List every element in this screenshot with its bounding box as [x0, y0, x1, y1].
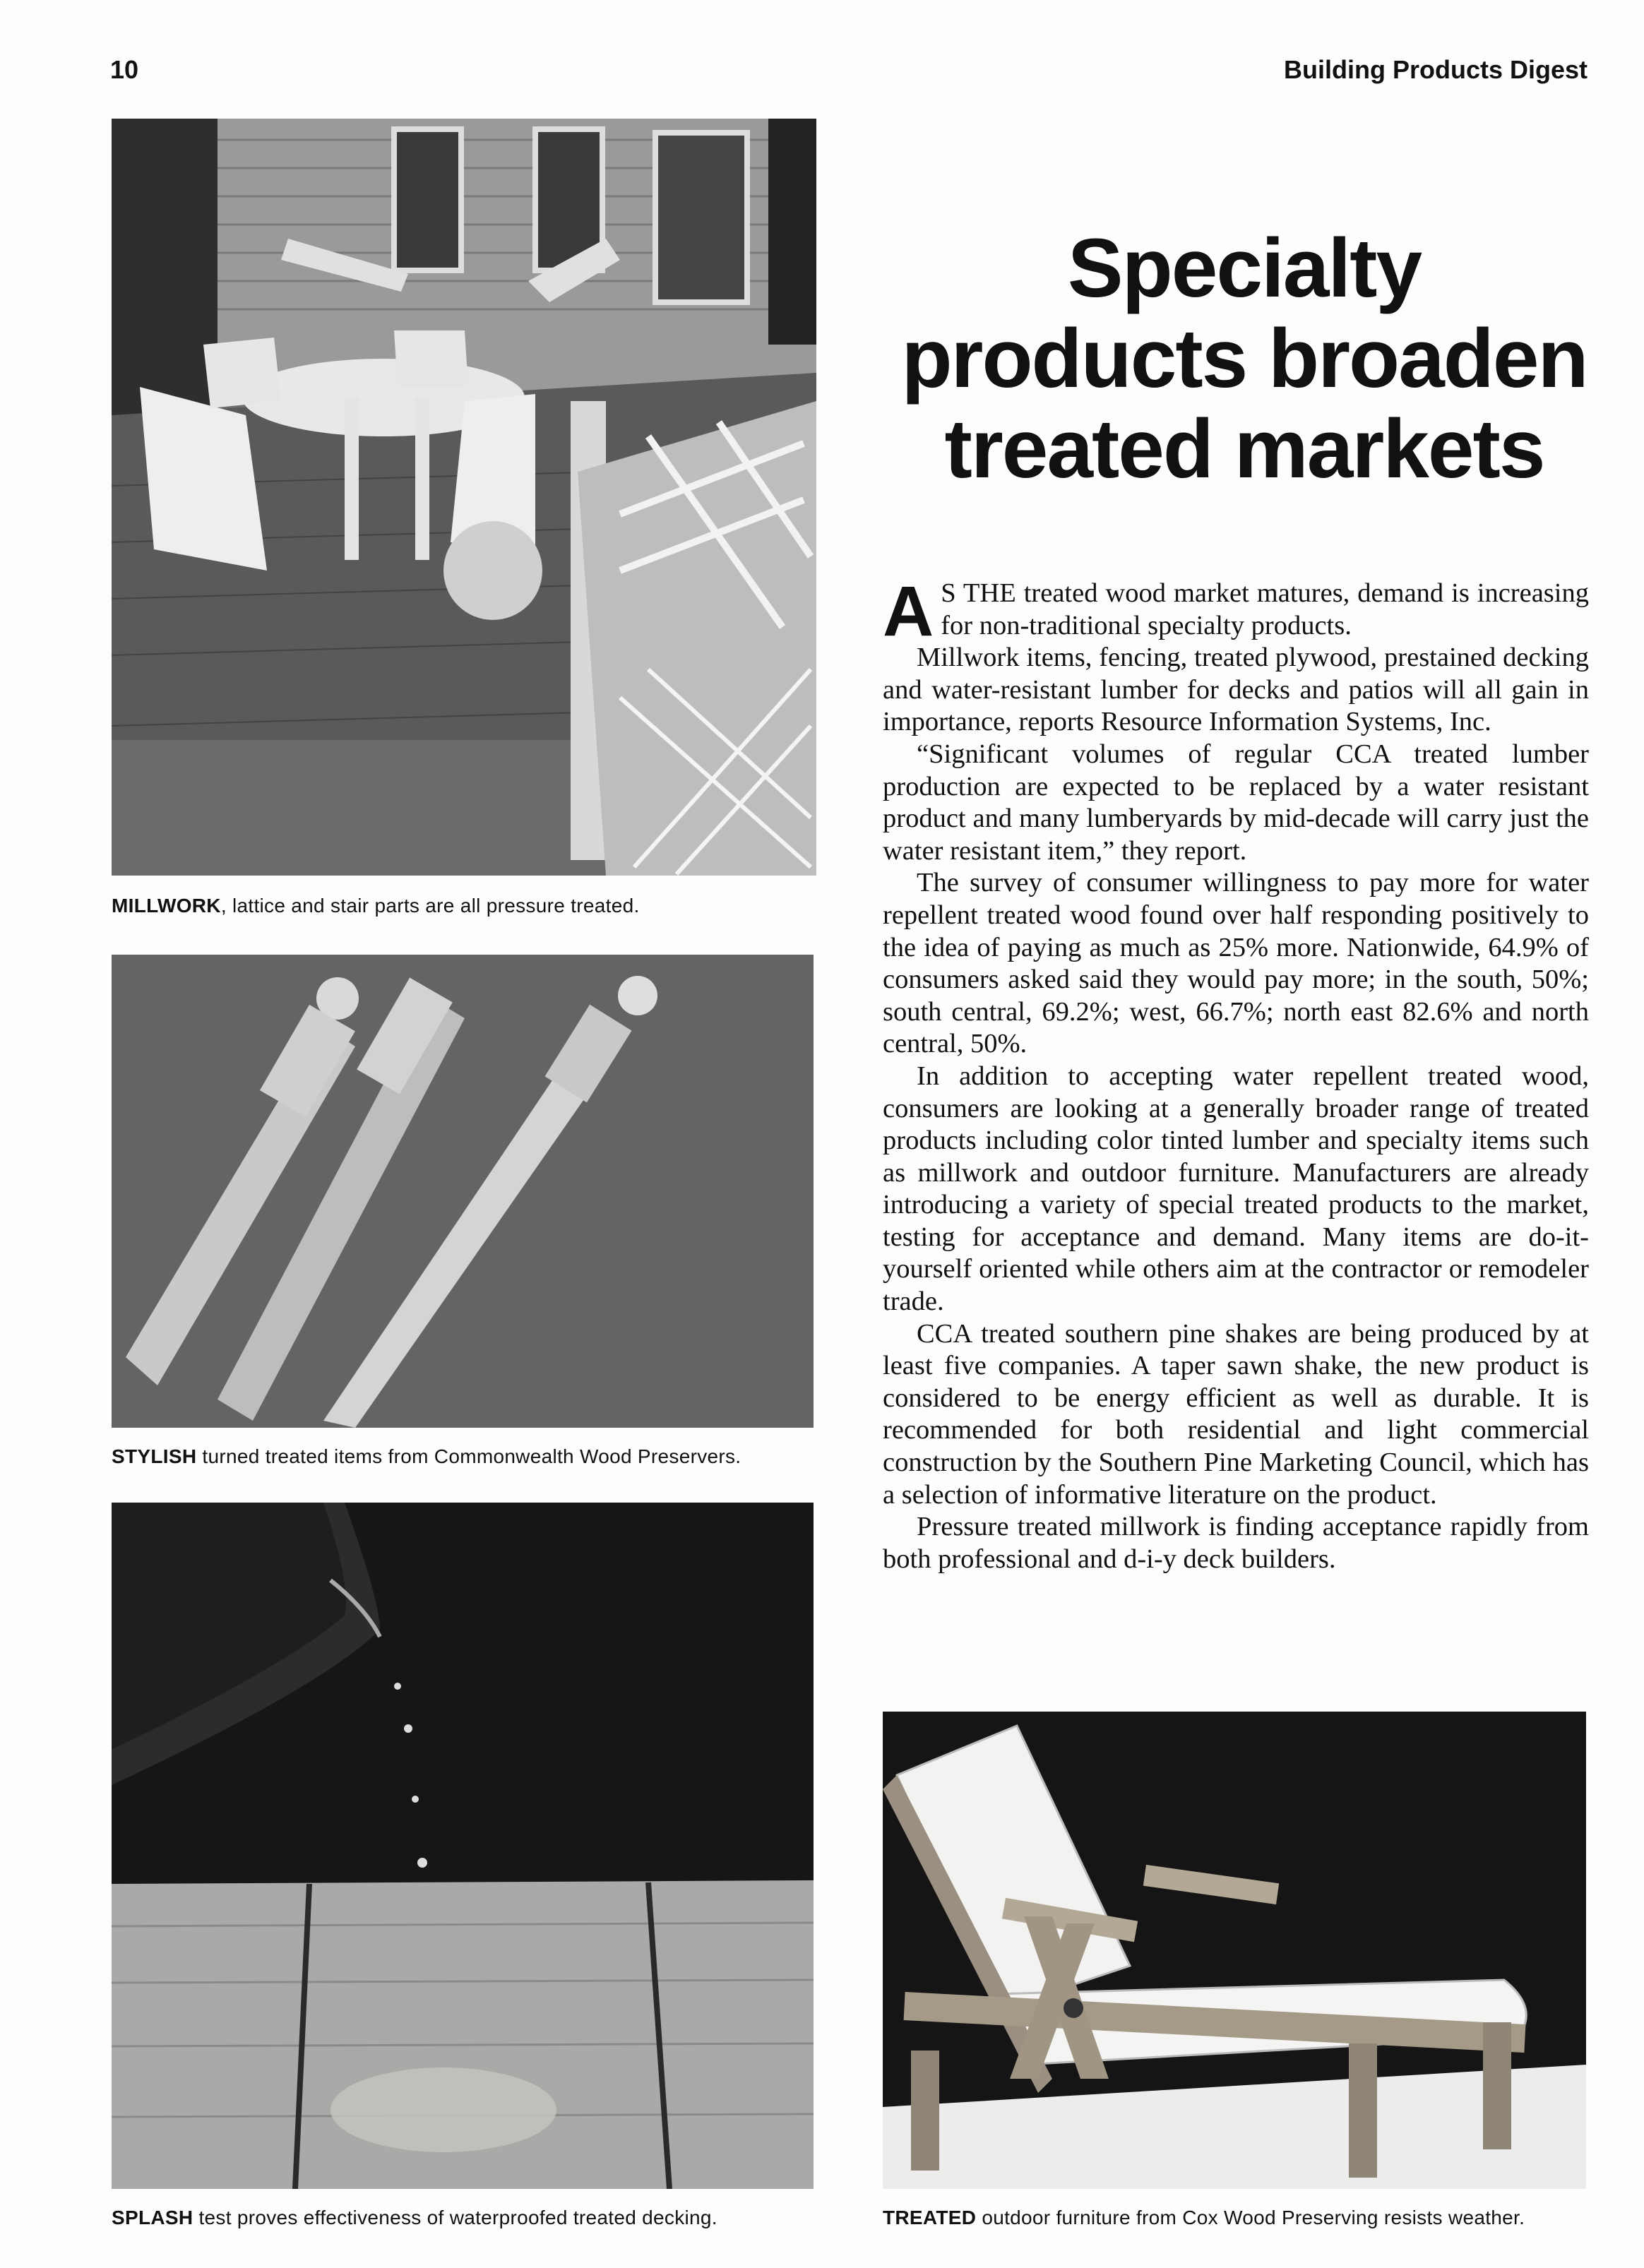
- article-paragraph: In addition to accepting water repellent treated wood, consumers are looking at a generally broader range of treated products including color tinted lumber and specialty items such as millwork and outdoor furniture. Manufacturers are already introducing a variety of special treated products to the market, testing for acceptance and demand. Many items are do-it-yourself oriented while others aim at the contractor or remodeler trade.: [883, 1061, 1589, 1317]
- publication-name: Building Products Digest: [1283, 55, 1588, 84]
- caption-treated-lead: TREATED: [883, 2207, 977, 2228]
- caption-splash-text: test proves effectiveness of waterproofed treated decking.: [193, 2207, 717, 2228]
- caption-millwork-text: , lattice and stair parts are all pressure treated.: [220, 895, 640, 917]
- caption-stylish-lead: STYLISH: [112, 1445, 197, 1467]
- article-paragraph: CCA treated southern pine shakes are being produced by at least five companies. A taper sawn shake, the new product is considered to be energy efficient as well as durable. It is recommended for both residential and light commercial construction by the Southern Pine Marketing Council, which has a selection of informative literature on the product.: [883, 1318, 1589, 1510]
- caption-millwork-lead: MILLWORK: [112, 895, 221, 917]
- caption-splash: [112, 2207, 717, 2229]
- caption-stylish-text: turned treated items from Commonwealth Wood Preservers.: [196, 1445, 741, 1467]
- caption-treated: [883, 2207, 1525, 2229]
- article-body: [883, 572, 1589, 1575]
- caption-splash-lead: SPLASH: [112, 2207, 193, 2228]
- caption-treated-text: outdoor furniture from Cox Wood Preserving resists weather.: [976, 2207, 1525, 2228]
- article-title-line-1: Specialty: [1067, 222, 1422, 315]
- caption-stylish: [112, 1445, 741, 1468]
- article-paragraph-text: S THE treated wood market matures, demand is increasing for non-traditional specialty products.: [941, 578, 1589, 640]
- turned-items-photo: [112, 955, 814, 1428]
- caption-millwork: [112, 895, 640, 917]
- page-number: 10: [110, 55, 139, 84]
- article-title-line-2: products broaden: [901, 312, 1588, 405]
- article-paragraph: “Significant volumes of regular CCA treated lumber production are expected to be replaced by a water resistant product and many lumberyards by mid-decade will carry just the water resistant item,” they report.: [883, 739, 1589, 866]
- article-title-line-3: treated markets: [944, 402, 1544, 496]
- article-paragraph: Pressure treated millwork is finding acceptance rapidly from both professional and d-i-y deck builders.: [883, 1512, 1589, 1574]
- article-paragraph: Millwork items, fencing, treated plywood, prestained decking and water-resistant lumber for decks and patios will all gain in importance, reports Resource Information Systems, Inc.: [883, 643, 1589, 737]
- lounge-chair-photo: [883, 1712, 1586, 2189]
- deck-photo: [112, 119, 816, 876]
- drop-cap: A: [883, 572, 934, 651]
- article-paragraph: [883, 572, 1589, 651]
- article-paragraph: The survey of consumer willingness to pay more for water repellent treated wood found over half responding positively to the idea of paying as much as 25% more. Nationwide, 64.9% of consumers asked said they would pay more; in the south, 50%; south central, 69.2%; west, 66.7%; north east 82.6% and north central, 50%.: [883, 868, 1589, 1059]
- article-title: [845, 223, 1644, 494]
- splash-test-photo: [112, 1503, 814, 2189]
